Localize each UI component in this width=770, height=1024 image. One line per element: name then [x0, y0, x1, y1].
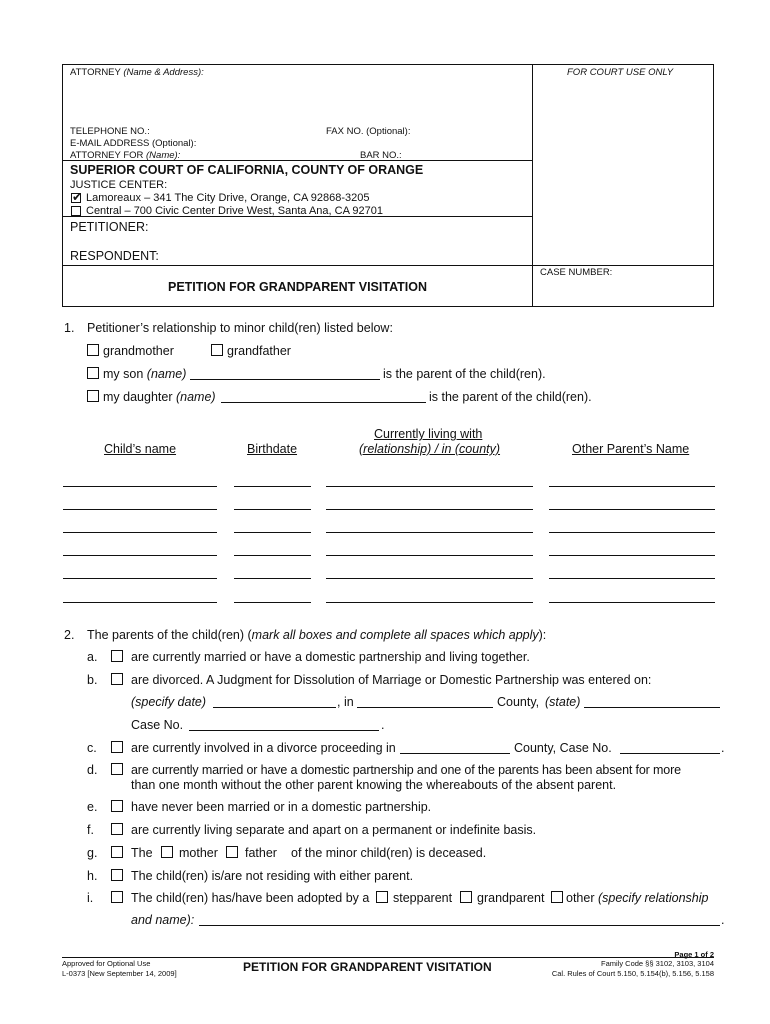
living-with-header-1: Currently living with	[374, 427, 483, 441]
option-i-text: The child(ren) has/have been adopted by a	[131, 891, 370, 905]
option-d-checkbox[interactable]	[111, 763, 123, 775]
option-g-letter: g.	[87, 846, 98, 860]
other-parent-header: Other Parent’s Name	[572, 442, 690, 456]
option-i-checkbox[interactable]	[111, 891, 123, 903]
option-f-letter: f.	[87, 823, 94, 837]
approved-text: Approved for Optional Use	[62, 959, 151, 968]
deceased-father-checkbox[interactable]	[226, 846, 238, 858]
option-d-text-2: than one month without the other parent knowing the whereabouts of the absent parent.	[131, 778, 617, 792]
child-name-line[interactable]	[63, 555, 217, 556]
page-number: Page 1 of 2	[674, 950, 714, 959]
county-case-label: County, Case No.	[514, 741, 612, 755]
other-parent-line[interactable]	[549, 602, 715, 603]
option-e-letter: e.	[87, 800, 98, 814]
option-c-checkbox[interactable]	[111, 741, 123, 753]
child-name-header: Child’s name	[104, 442, 177, 456]
respondent-label: RESPONDENT:	[70, 249, 159, 263]
court-name: SUPERIOR COURT OF CALIFORNIA, COUNTY OF ORANGE	[70, 163, 424, 177]
other-parent-line[interactable]	[549, 578, 715, 579]
option-f-text: are currently living separate and apart on a permanent or indefinite basis.	[131, 823, 537, 837]
birthdate-line[interactable]	[234, 602, 311, 603]
footer-title: PETITION FOR GRANDPARENT VISITATION	[243, 960, 492, 974]
grandmother-checkbox[interactable]	[87, 344, 99, 356]
judgment-state-field[interactable]	[584, 696, 720, 708]
deceased-mother-checkbox[interactable]	[161, 846, 173, 858]
petitioner-label: PETITIONER:	[70, 220, 149, 234]
option-c-letter: c.	[87, 741, 97, 755]
living-with-line[interactable]	[326, 486, 533, 487]
central-checkbox[interactable]	[71, 206, 81, 216]
item1-text: Petitioner’s relationship to minor child(ren) listed below:	[87, 321, 393, 335]
form-title: PETITION FOR GRANDPARENT VISITATION	[168, 280, 428, 294]
adoption-relationship-field[interactable]	[199, 914, 720, 926]
option-b-text: are divorced. A Judgment for Dissolution of Marriage or Domestic Partnership was entered on:	[131, 673, 652, 687]
option-d-text-1: are currently married or have a domestic partnership and one of the parents has been absent for more	[131, 763, 681, 777]
justice-center-label: JUSTICE CENTER:	[70, 179, 168, 191]
option-h-text: The child(ren) is/are not residing with either parent.	[131, 869, 414, 883]
bar-no-label: BAR NO.:	[360, 150, 402, 161]
stepparent-label: stepparent	[393, 891, 453, 905]
and-name-label: and name):	[131, 913, 195, 927]
child-name-line[interactable]	[63, 509, 217, 510]
option-c-period: .	[721, 741, 725, 755]
judgment-county-field[interactable]	[357, 696, 493, 708]
child-name-line[interactable]	[63, 532, 217, 533]
daughter-parent-text: is the parent of the child(ren).	[429, 390, 592, 404]
item1-number: 1.	[64, 321, 75, 335]
email-label: E-MAIL ADDRESS (Optional):	[70, 138, 197, 149]
option-g-the: The	[131, 846, 153, 860]
specify-date-label: (specify date)	[131, 695, 207, 709]
living-with-line[interactable]	[326, 578, 533, 579]
footer-rule	[62, 957, 714, 958]
living-with-line[interactable]	[326, 509, 533, 510]
option-d-letter: d.	[87, 763, 98, 777]
grandmother-label: grandmother	[103, 344, 174, 358]
other-parent-line[interactable]	[549, 509, 715, 510]
child-name-line[interactable]	[63, 578, 217, 579]
family-code: Family Code §§ 3102, 3103, 3104	[601, 959, 714, 968]
lamoreaux-checkbox[interactable]	[71, 190, 83, 204]
option-e-text: have never been married or in a domestic partnership.	[131, 800, 432, 814]
option-b-letter: b.	[87, 673, 98, 687]
grandfather-checkbox[interactable]	[211, 344, 223, 356]
item2-text: The parents of the child(ren) (mark all boxes and complete all spaces which apply):	[87, 628, 547, 642]
birthdate-line[interactable]	[234, 486, 311, 487]
my-son-checkbox[interactable]	[87, 367, 99, 379]
option-g-checkbox[interactable]	[111, 846, 123, 858]
birthdate-line[interactable]	[234, 509, 311, 510]
option-h-letter: h.	[87, 869, 98, 883]
option-a-letter: a.	[87, 650, 98, 664]
other-parent-line[interactable]	[549, 486, 715, 487]
case-number-label: CASE NUMBER:	[540, 267, 613, 278]
lamoreaux-label: Lamoreaux – 341 The City Drive, Orange, CA 92868-3205	[86, 192, 370, 204]
son-name-field[interactable]	[190, 368, 380, 380]
attorney-label: ATTORNEY (Name & Address):	[70, 67, 204, 78]
option-g-rest: of the minor child(ren) is deceased.	[291, 846, 487, 860]
birthdate-header: Birthdate	[247, 442, 298, 456]
other-parent-line[interactable]	[549, 532, 715, 533]
stepparent-checkbox[interactable]	[376, 891, 388, 903]
other-parent-line[interactable]	[549, 555, 715, 556]
adopt-other-checkbox[interactable]	[551, 891, 563, 903]
case-no-period: .	[381, 718, 385, 732]
deceased-father-label: father	[245, 846, 277, 860]
birthdate-line[interactable]	[234, 555, 311, 556]
birthdate-line[interactable]	[234, 578, 311, 579]
grandfather-label: grandfather	[227, 344, 291, 358]
county-label: County,	[497, 695, 540, 709]
adopt-grandparent-label: grandparent	[477, 891, 545, 905]
daughter-name-field[interactable]	[221, 391, 426, 403]
living-with-header-2: (relationship) / in (county)	[359, 442, 501, 456]
adopt-other-label: other (specify relationship	[566, 891, 709, 905]
divider-title	[62, 265, 714, 266]
birthdate-line[interactable]	[234, 532, 311, 533]
option-e-checkbox[interactable]	[111, 800, 123, 812]
fax-label: FAX NO. (Optional):	[326, 126, 411, 137]
divorce-county-field[interactable]	[400, 742, 510, 754]
living-with-line[interactable]	[326, 532, 533, 533]
option-a-checkbox[interactable]	[111, 650, 123, 662]
telephone-label: TELEPHONE NO.:	[70, 126, 150, 137]
deceased-mother-label: mother	[179, 846, 218, 860]
divorce-case-no-field[interactable]	[620, 742, 720, 754]
my-daughter-checkbox[interactable]	[87, 390, 99, 402]
case-no-label: Case No.	[131, 718, 184, 732]
child-name-line[interactable]	[63, 602, 217, 603]
option-a-text: are currently married or have a domestic partnership and living together.	[131, 650, 530, 664]
my-son-label: my son (name)	[103, 367, 187, 381]
my-daughter-label: my daughter (name)	[103, 390, 216, 404]
option-i-letter: i.	[87, 891, 94, 905]
child-name-line[interactable]	[63, 486, 217, 487]
court-use-label: FOR COURT USE ONLY	[567, 67, 674, 78]
court-use-divider	[532, 64, 533, 307]
judgment-date-field[interactable]	[213, 696, 336, 708]
attorney-for-label: ATTORNEY FOR (Name):	[70, 150, 181, 161]
in-label: , in	[337, 695, 354, 709]
central-label: Central – 700 Civic Center Drive West, Santa Ana, CA 92701	[86, 205, 383, 217]
option-h-checkbox[interactable]	[111, 869, 123, 881]
son-parent-text: is the parent of the child(ren).	[383, 367, 546, 381]
adopt-grandparent-checkbox[interactable]	[460, 891, 472, 903]
living-with-line[interactable]	[326, 602, 533, 603]
checkmark-icon: ✔	[72, 190, 83, 204]
option-i-period: .	[721, 913, 725, 927]
option-f-checkbox[interactable]	[111, 823, 123, 835]
rules-of-court: Cal. Rules of Court 5.150, 5.154(b), 5.156, 5.158	[551, 969, 714, 978]
state-label: (state)	[545, 695, 581, 709]
judgment-case-no-field[interactable]	[189, 719, 379, 731]
option-b-checkbox[interactable]	[111, 673, 123, 685]
living-with-line[interactable]	[326, 555, 533, 556]
item2-number: 2.	[64, 628, 75, 642]
option-c-text: are currently involved in a divorce proceeding in	[131, 741, 396, 755]
form-number: L-0373 [New September 14, 2009]	[62, 969, 177, 978]
